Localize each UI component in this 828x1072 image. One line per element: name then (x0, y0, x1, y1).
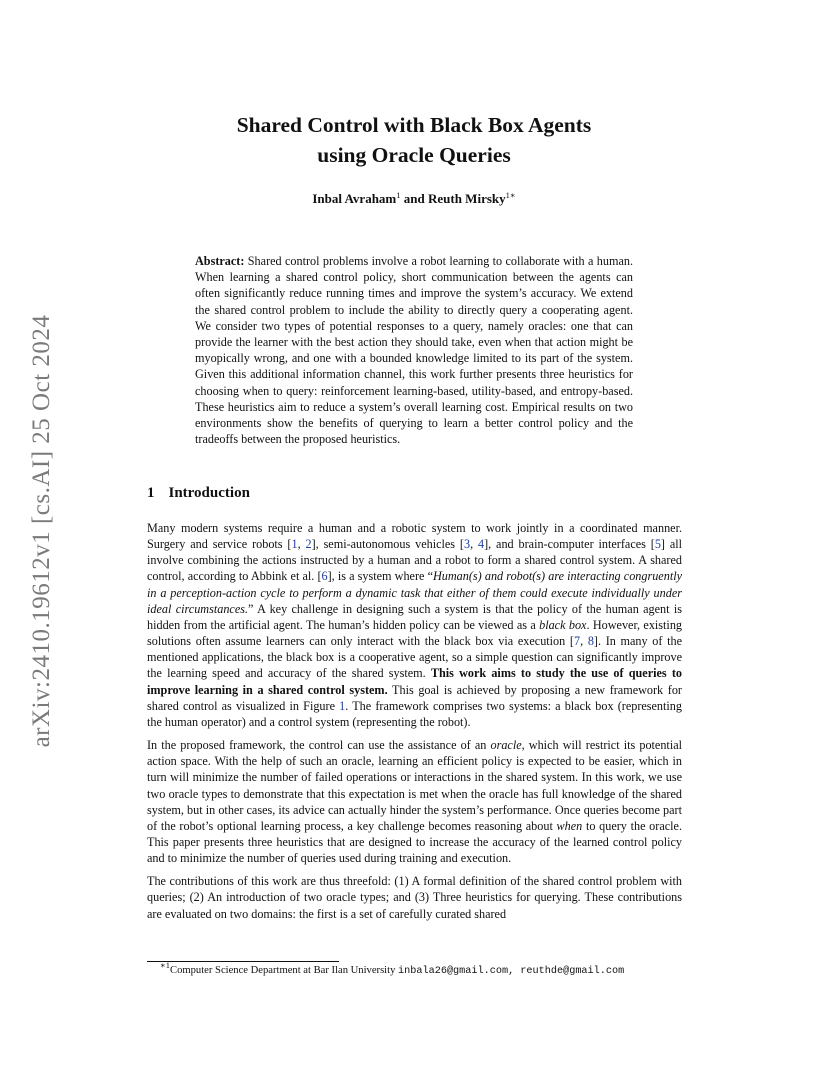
citation-link[interactable]: 1 (291, 537, 298, 552)
footnote-divider (147, 961, 339, 962)
paragraph-3: The contributions of this work are thus threefold: (1) A formal definition of the shared control problem with queries; (2) An introduction of two oracle types; and (3) Three heuristics for querying. These contributions are evaluated on two domains: the first is a set of carefully curated shared (147, 874, 682, 921)
author-2: Reuth Mirsky (427, 191, 506, 206)
author-1: Inbal Avraham (312, 191, 397, 206)
text-run: . However, existing solutions often assume learners can only interact with the black box via execution [ (147, 617, 683, 649)
citation-link[interactable]: 4 (477, 537, 485, 552)
paragraph-1 (147, 520, 682, 730)
paper-title (150, 110, 678, 170)
text-run: ] all involve combining the actions instructed by a human and a robot to form a shared control system. A shared control, according to Abbink et al. [ (147, 537, 683, 584)
paragraph-2 (147, 737, 682, 866)
quotation: Human(s) and robot(s) are interacting congruently in a perception-action cycle to perform a dynamic task that either of them could execute individually under ideal circumstances. (147, 569, 682, 616)
footnote-text: Computer Science Department at Bar Ilan University (170, 965, 399, 976)
author-conjunction: and (403, 191, 425, 206)
emphasis: black box (539, 617, 587, 632)
footnote-mark: ∗1 (160, 960, 171, 970)
author-1-affiliation: 1 (396, 190, 401, 200)
section-number: 1 (147, 485, 155, 501)
text-run: . The framework comprises two systems: a black box (representing the human operator) and a control system (representing the robot). (147, 698, 682, 729)
text-run: Many modern systems require a human and a robotic system to work jointly in a coordinated manner. Surgery and service robots [ (147, 521, 682, 552)
paper-title-line1: Shared Control with Black Box Agents (236, 113, 592, 137)
text-run: , (580, 634, 588, 649)
abstract (195, 253, 633, 447)
abstract-label: Abstract: (195, 254, 245, 268)
footnote-emails: inbala26@gmail.com, reuthde@gmail.com (398, 966, 625, 977)
citation-link[interactable]: 5 (654, 537, 661, 552)
section-body (147, 520, 682, 929)
emphasis: oracle (490, 738, 522, 753)
emphasis: when (556, 818, 583, 833)
citation-link[interactable]: 8 (587, 634, 594, 649)
arxiv-identifier-text: arXiv:2410.19612v1 [cs.AI] 25 Oct 2024 (28, 314, 55, 748)
citation-link[interactable]: 2 (305, 537, 312, 552)
text-run: ], semi-autonomous vehicles [ (311, 537, 464, 552)
section-heading (147, 485, 250, 502)
citation-link[interactable]: 7 (573, 634, 581, 649)
text-run: , (470, 537, 478, 552)
text-run: In the proposed framework, the control can use the assistance of an (147, 738, 491, 753)
section-title: Introduction (168, 485, 250, 501)
bold-statement: This work aims to study the use of queries to improve learning in a shared control system. (147, 666, 682, 697)
text-run: ], and brain-computer interfaces [ (484, 537, 655, 552)
text-run: ]. In many of the mentioned applications, the black box is a cooperative agent, so a simple question can significantly improve the learning speed and accuracy of the shared system. (147, 634, 682, 681)
text-run: to query the oracle. This paper presents three heuristics that are designed to increase the accuracy of the learned control policy and to minimize the number of queries used during training and execution. (147, 818, 682, 866)
text-run: , (297, 537, 306, 552)
footnote (160, 960, 625, 977)
text-run: ” A key challenge in designing such a system is that the policy of the human agent is hidden from the artificial agent. The human’s hidden policy can be viewed as a (147, 601, 682, 632)
figure-link[interactable]: 1 (339, 698, 346, 713)
citation-link[interactable]: 6 (321, 569, 328, 584)
text-run: , which will restrict its potential action space. With the help of such an oracle, learning an efficient policy is expected to be easier, which in turn will minimize the number of failed operations or interactions in the shared system. In this work, we use two oracle types to demonstrate that this expectation is met when the oracle has full knowledge of the shared system, but in other cases, its advice can actually hinder the system’s performance. Once queries become part of the robot’s optional learning process, a key challenge becomes reasoning about (147, 738, 682, 833)
arxiv-identifier (22, 296, 62, 766)
author-list (150, 191, 678, 207)
citation-link[interactable]: 3 (463, 537, 471, 552)
text-run: This goal is achieved by proposing a new framework for shared control as visualized in Figure (147, 682, 682, 713)
abstract-text: Shared control problems involve a robot learning to collaborate with a human. When learning a shared control policy, short communication between the agents can often significantly reduce running times and improve the system’s accuracy. We extend the shared control problem to include the ability to directly query a cooperating agent. We consider two types of potential responses to a query, namely oracles: one that can provide the learner with the best action they should take, even when that action might be myopically wrong, and one with a bounded knowledge limited to its part of the system. Given this additional information channel, this work further presents three heuristics for choosing when to query: reinforcement learning-based, utility-based, and entropy-based. These heuristics aim to reduce a system’s overall learning cost. Empirical results on two environments show the benefits of querying to learn a better control policy and the tradeoffs between the proposed heuristics. (195, 254, 633, 447)
paper-title-line2: using Oracle Queries (317, 143, 511, 167)
text-run: ], is a system where “ (327, 569, 433, 584)
author-2-affiliation: 1∗ (505, 190, 516, 200)
